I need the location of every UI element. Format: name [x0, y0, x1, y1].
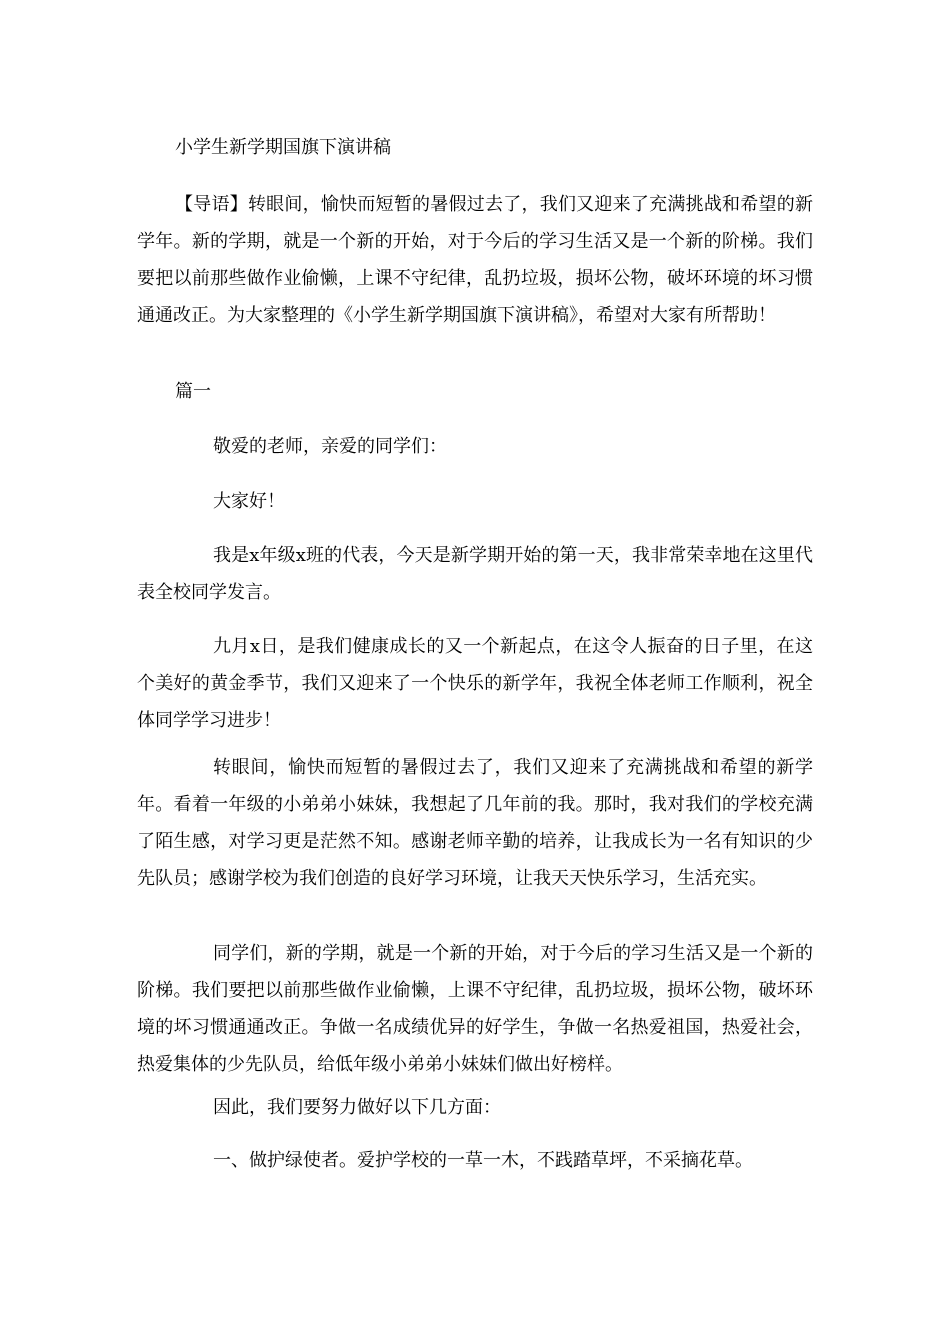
- salutation: 敬爱的老师，亲爱的同学们：: [213, 436, 447, 457]
- intro-paragraph: 【导语】转眼间，愉快而短暂的暑假过去了，我们又迎来了充满挑战和希望的新学年。新的学期，就是一个新的开始，对于今后的学习生活又是一个新的阶梯。我们要把以前那些做作业偷懒，上课不守纪律，乱扔垃圾，损坏公物，破坏环境的坏习惯通通改正。为大家整理的《小学生新学期国旗下演讲稿》，希望对大家有所帮助！: [137, 194, 813, 326]
- body-paragraph-3: 转眼间，愉快而短暂的暑假过去了，我们又迎来了充满挑战和希望的新学年。看着一年级的小弟弟小妹妹，我想起了几年前的我。那时，我对我们的学校充满了陌生感，对学习更是茫然不知。感谢老师辛勤的培养，让我成长为一名有知识的少先队员；感谢学校为我们创造的良好学习环境，让我天天快乐学习，生活充实。: [137, 757, 813, 889]
- section-label: 篇一: [175, 381, 211, 402]
- body-paragraph-1: 我是x年级x班的代表，今天是新学期开始的第一天，我非常荣幸地在这里代表全校同学发言。: [137, 545, 813, 603]
- greeting: 大家好！: [213, 491, 285, 512]
- body-paragraph-2: 九月x日，是我们健康成长的又一个新起点，在这令人振奋的日子里，在这个美好的黄金季节，我们又迎来了一个快乐的新学年，我祝全体老师工作顺利，祝全体同学学习进步！: [137, 636, 813, 731]
- body-paragraph-5: 因此，我们要努力做好以下几方面：: [213, 1097, 501, 1118]
- body-paragraph-4: 同学们，新的学期，就是一个新的开始，对于今后的学习生活又是一个新的阶梯。我们要把以前那些做作业偷懒，上课不守纪律，乱扔垃圾，损坏公物，破坏环境的坏习惯通通改正。争做一名成绩优异的好学生，争做一名热爱祖国，热爱社会，热爱集体的少先队员，给低年级小弟弟小妹妹们做出好榜样。: [137, 943, 813, 1075]
- body-paragraph-6: 一、做护绿使者。爱护学校的一草一木，不践踏草坪，不采摘花草。: [213, 1150, 753, 1171]
- document-title: 小学生新学期国旗下演讲稿: [175, 137, 391, 158]
